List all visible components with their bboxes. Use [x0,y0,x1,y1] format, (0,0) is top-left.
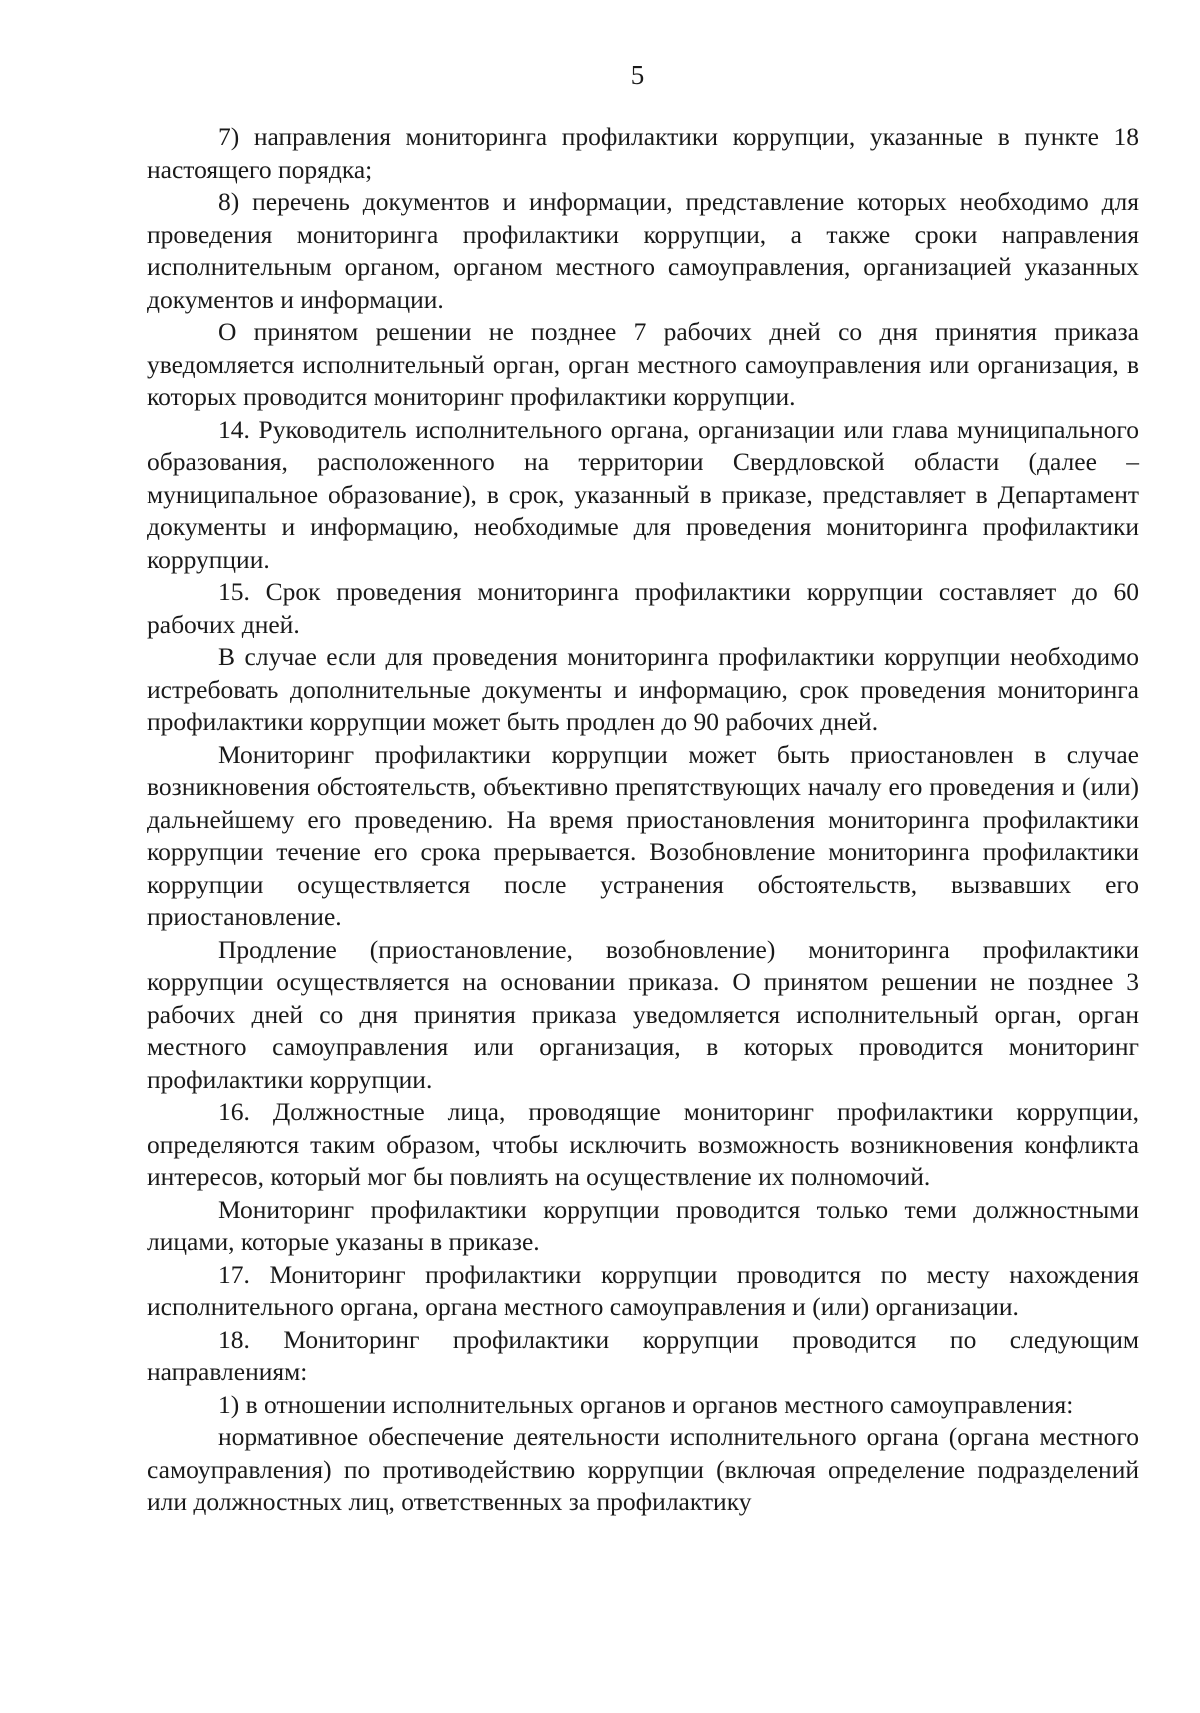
paragraph-15: 15. Срок проведения мониторинга профилактики коррупции составляет до 60 рабочих дней. [147,577,1139,639]
paragraph-14: 14. Руководитель исполнительного органа, организации или глава муниципального образования, расположенного на территории Свердловской области (далее – муниципальное образование), в срок, указанный в приказе, представляет в Департамент документы и информацию, необходимые для проведения мониторинга профилактики коррупции. [147,414,1139,574]
paragraph-17: 17. Мониторинг профилактики коррупции проводится по месту нахождения исполнительного органа, органа местного самоуправления и (или) организации. [147,1259,1139,1321]
paragraph-suspension: Мониторинг профилактики коррупции может быть приостановлен в случае возникновения обстоятельств, объективно препятствующих началу его проведения и (или) дальнейшему его проведению. На время приостановления мониторинга профилактики коррупции течение его срока прерывается. Возобновление мониторинга профилактики коррупции осуществляется после устранения обстоятельств, вызвавших его приостановление. [147,739,1139,931]
paragraph-item-8: 8) перечень документов и информации, представление которых необходимо для проведения мониторинга профилактики коррупции, а также сроки направления исполнительным органом, органом местного самоуправления, организацией указанных документов и информации. [147,187,1139,314]
paragraph-resumption: Продление (приостановление, возобновление) мониторинга профилактики коррупции осуществляется на основании приказа. О принятом решении не позднее 3 рабочих дней со дня принятия приказа уведомляется исполнительный орган, орган местного самоуправления или организация, в которых проводится мониторинг профилактики коррупции. [147,934,1139,1094]
page-number: 5 [630,60,645,90]
paragraph-officials: Мониторинг профилактики коррупции проводится только теми должностными лицами, которые указаны в приказе. [147,1194,1139,1256]
paragraph-18-item-1: 1) в отношении исполнительных органов и органов местного самоуправления: [218,1389,1074,1419]
paragraph-18: 18. Мониторинг профилактики коррупции проводится по следующим направлениям: [147,1324,1139,1386]
paragraph-16: 16. Должностные лица, проводящие мониторинг профилактики коррупции, определяются таким образом, чтобы исключить возможность возникновения конфликта интересов, который мог бы повлиять на осуществление их полномочий. [147,1097,1139,1191]
paragraph-normative-support: нормативное обеспечение деятельности исполнительного органа (органа местного самоуправления) по противодействию коррупции (включая определение подразделений или должностных лиц, ответственных за профилактику [147,1422,1139,1516]
paragraph-extension: В случае если для проведения мониторинга профилактики коррупции необходимо истребовать дополнительные документы и информацию, срок проведения мониторинга профилактики коррупции может быть продлен до 90 рабочих дней. [147,642,1139,736]
paragraph-item-7: 7) направления мониторинга профилактики коррупции, указанные в пункте 18 настоящего порядка; [147,122,1139,184]
paragraph-decision-notice: О принятом решении не позднее 7 рабочих дней со дня принятия приказа уведомляется исполнительный орган, орган местного самоуправления или организация, в которых проводится мониторинг профилактики коррупции. [147,317,1139,411]
document-body [147,121,1139,1519]
